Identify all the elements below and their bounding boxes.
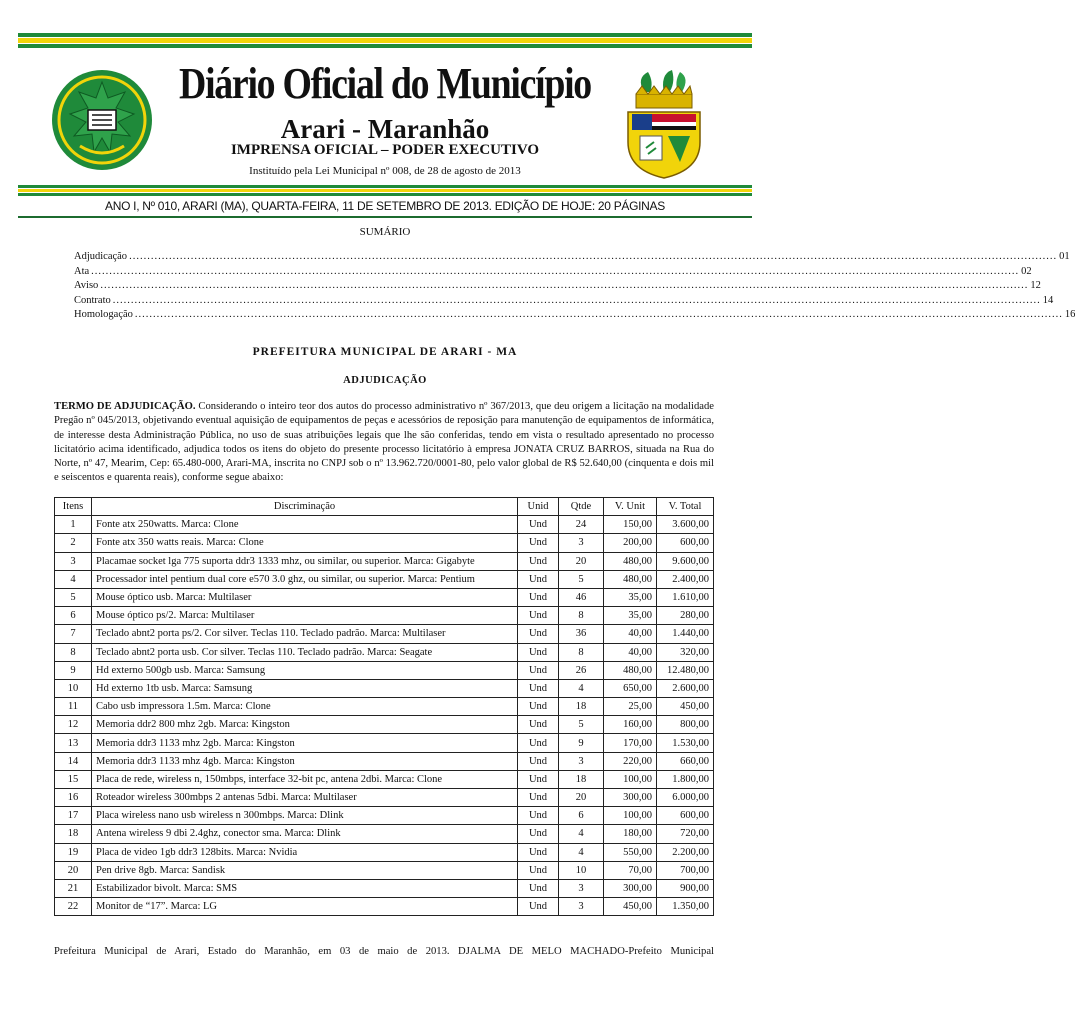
cell-v-unit: 650,00 <box>604 679 657 697</box>
cell-v-unit: 550,00 <box>604 843 657 861</box>
cell-qtde: 26 <box>559 661 604 679</box>
cell-discriminacao: Mouse óptico usb. Marca: Multilaser <box>92 588 518 606</box>
cell-qtde: 9 <box>559 734 604 752</box>
cell-v-total: 3.600,00 <box>657 516 714 534</box>
cell-item: 21 <box>55 879 92 897</box>
top-green-stripe-2 <box>18 44 752 48</box>
cell-v-unit: 150,00 <box>604 516 657 534</box>
cell-qtde: 18 <box>559 770 604 788</box>
cell-unid: Und <box>518 698 559 716</box>
table-row <box>55 552 714 570</box>
band-green-stripe-1 <box>18 185 752 188</box>
cell-item: 4 <box>55 570 92 588</box>
toc-page: 16 <box>1064 309 1075 320</box>
toc-page: 12 <box>1030 280 1041 291</box>
cell-unid: Und <box>518 734 559 752</box>
termo-body: Considerando o inteiro teor dos autos do processo administrativo nº 367/2013, que deu origem a licitação na modalidade Pregão nº 045/2013, objetivando eventual aquisição de equipamentos de peças e acessórios de reposição para manutenção de equipamentos de informática, de interesse desta Administração Pública, no uso de suas atribuições legais que lhe são conferidas, tendo em vista o resultado apresentado no processo licitatório acima identificado, adjudica todos os itens do objeto do presente processo licitatório à empresa JONATA CRUZ BARROS, situada na Rua do Norte, nº 47, Mearim, Cep: 65.480-000, Arari-MA, inscrita no CNPJ sob o nº 13.962.720/0001-80, pelo valor global de R$ 52.640,00 (cinquenta e dois mil e seiscentos e quarenta reais), conforme segue abaixo: <box>54 401 714 484</box>
cell-v-unit: 200,00 <box>604 534 657 552</box>
cell-discriminacao: Memoria ddr3 1133 mhz 2gb. Marca: Kingston <box>92 734 518 752</box>
cell-item: 19 <box>55 843 92 861</box>
cell-unid: Und <box>518 825 559 843</box>
toc-leader: ................................................................................................................................................................................................................................................................ <box>112 294 1041 306</box>
toc-item[interactable] <box>74 251 1070 266</box>
cell-unid: Und <box>518 552 559 570</box>
cell-v-unit: 35,00 <box>604 607 657 625</box>
cell-unid: Und <box>518 807 559 825</box>
items-table <box>54 497 714 916</box>
sumario-title: SUMÁRIO <box>359 226 411 238</box>
table-row <box>55 698 714 716</box>
band-yellow-stripe <box>18 189 752 192</box>
cell-discriminacao: Fonte atx 250watts. Marca: Clone <box>92 516 518 534</box>
cell-discriminacao: Mouse óptico ps/2. Marca: Multilaser <box>92 607 518 625</box>
toc-label: Contrato <box>74 294 111 306</box>
cell-item: 10 <box>55 679 92 697</box>
cell-v-total: 700,00 <box>657 861 714 879</box>
cell-v-total: 1.350,00 <box>657 898 714 916</box>
cell-item: 9 <box>55 661 92 679</box>
cell-discriminacao: Hd externo 1tb usb. Marca: Samsung <box>92 679 518 697</box>
cell-qtde: 18 <box>559 698 604 716</box>
cell-item: 22 <box>55 898 92 916</box>
imprensa-line: IMPRENSA OFICIAL – PODER EXECUTIVO <box>230 142 540 158</box>
table-row <box>55 734 714 752</box>
toc-label: Aviso <box>74 280 99 291</box>
cell-discriminacao: Hd externo 500gb usb. Marca: Samsung <box>92 661 518 679</box>
toc-leader: ................................................................................................................................................................................................................................................................ <box>134 309 1063 320</box>
table-row <box>55 661 714 679</box>
cell-qtde: 5 <box>559 570 604 588</box>
cell-v-total: 600,00 <box>657 807 714 825</box>
cell-qtde: 8 <box>559 607 604 625</box>
cell-qtde: 8 <box>559 643 604 661</box>
cell-qtde: 46 <box>559 588 604 606</box>
toc-page: 14 <box>1042 294 1054 306</box>
table-row <box>55 516 714 534</box>
cell-item: 8 <box>55 643 92 661</box>
cell-unid: Und <box>518 625 559 643</box>
cell-qtde: 3 <box>559 898 604 916</box>
header-qtde: Qtde <box>559 498 604 516</box>
cell-item: 17 <box>55 807 92 825</box>
table-row <box>55 898 714 916</box>
cell-v-unit: 300,00 <box>604 789 657 807</box>
table-of-contents <box>74 251 1075 324</box>
cell-v-total: 450,00 <box>657 698 714 716</box>
cell-v-unit: 220,00 <box>604 752 657 770</box>
cell-discriminacao: Teclado abnt2 porta usb. Cor silver. Teclas 110. Teclado padrão. Marca: Seagate <box>92 643 518 661</box>
cell-discriminacao: Fonte atx 350 watts reais. Marca: Clone <box>92 534 518 552</box>
toc-page: 02 <box>1021 265 1032 277</box>
cell-discriminacao: Memoria ddr2 800 mhz 2gb. Marca: Kingston <box>92 716 518 734</box>
cell-item: 20 <box>55 861 92 879</box>
cell-unid: Und <box>518 679 559 697</box>
cell-unid: Und <box>518 752 559 770</box>
section-title: PREFEITURA MUNICIPAL DE ARARI - MA <box>252 346 518 358</box>
cell-qtde: 10 <box>559 861 604 879</box>
table-body <box>55 516 714 916</box>
cell-unid: Und <box>518 898 559 916</box>
table-row <box>55 534 714 552</box>
toc-label: Adjudicação <box>74 251 128 262</box>
band-bottom-stripe <box>18 216 752 218</box>
cell-qtde: 3 <box>559 879 604 897</box>
cell-v-total: 800,00 <box>657 716 714 734</box>
table-row <box>55 752 714 770</box>
city-subtitle: Arari - Maranhão <box>280 114 490 144</box>
cell-v-total: 2.400,00 <box>657 570 714 588</box>
cell-item: 7 <box>55 625 92 643</box>
cell-item: 15 <box>55 770 92 788</box>
table-row <box>55 879 714 897</box>
edition-line: ANO I, Nº 010, ARARI (MA), QUARTA-FEIRA, 11 DE SETEMBRO DE 2013. EDIÇÃO DE HOJE: 20 PÁGINAS <box>105 199 665 213</box>
table-row <box>55 825 714 843</box>
cell-item: 13 <box>55 734 92 752</box>
cell-qtde: 20 <box>559 552 604 570</box>
cell-discriminacao: Roteador wireless 300mbps 2 antenas 5dbi. Marca: Multilaser <box>92 789 518 807</box>
header-v-total: V. Total <box>657 498 714 516</box>
termo-lead: TERMO DE ADJUDICAÇÃO. <box>54 401 196 412</box>
cell-item: 1 <box>55 516 92 534</box>
toc-label: Homologação <box>74 309 133 320</box>
cell-discriminacao: Antena wireless 9 dbi 2.4ghz, conector sma. Marca: Dlink <box>92 825 518 843</box>
termo-paragraph <box>54 400 714 486</box>
cell-v-unit: 100,00 <box>604 807 657 825</box>
toc-item[interactable] <box>74 309 1075 324</box>
table-row <box>55 607 714 625</box>
cell-qtde: 20 <box>559 789 604 807</box>
toc-label: Ata <box>74 265 90 277</box>
cell-discriminacao: Placa de rede, wireless n, 150mbps, interface 32-bit pc, antena 2dbi. Marca: Clone <box>92 770 518 788</box>
toc-leader: ................................................................................................................................................................................................................................................................ <box>129 251 1058 262</box>
cell-v-total: 720,00 <box>657 825 714 843</box>
cell-unid: Und <box>518 861 559 879</box>
cell-qtde: 36 <box>559 625 604 643</box>
cell-v-total: 1.800,00 <box>657 770 714 788</box>
header-v-unit: V. Unit <box>604 498 657 516</box>
cell-unid: Und <box>518 716 559 734</box>
cell-unid: Und <box>518 661 559 679</box>
cell-item: 5 <box>55 588 92 606</box>
cell-discriminacao: Placa de video 1gb ddr3 128bits. Marca: Nvidia <box>92 843 518 861</box>
cell-unid: Und <box>518 643 559 661</box>
toc-item[interactable] <box>74 294 1054 310</box>
table-row <box>55 625 714 643</box>
cell-v-total: 660,00 <box>657 752 714 770</box>
cell-qtde: 24 <box>559 516 604 534</box>
cell-unid: Und <box>518 588 559 606</box>
instituted-line: Instituído pela Lei Municipal nº 008, de 28 de agosto de 2013 <box>249 165 521 177</box>
cell-item: 18 <box>55 825 92 843</box>
cell-qtde: 4 <box>559 843 604 861</box>
cell-v-total: 9.600,00 <box>657 552 714 570</box>
cell-unid: Und <box>518 607 559 625</box>
cell-item: 11 <box>55 698 92 716</box>
cell-unid: Und <box>518 843 559 861</box>
header-discriminacao: Discriminação <box>92 498 518 516</box>
cell-v-unit: 480,00 <box>604 552 657 570</box>
toc-item[interactable] <box>74 280 1041 295</box>
table-row <box>55 588 714 606</box>
cell-discriminacao: Memoria ddr3 1133 mhz 4gb. Marca: Kingston <box>92 752 518 770</box>
cell-v-unit: 160,00 <box>604 716 657 734</box>
cell-item: 2 <box>55 534 92 552</box>
cell-v-total: 280,00 <box>657 607 714 625</box>
cell-qtde: 4 <box>559 825 604 843</box>
top-yellow-stripe <box>18 38 752 43</box>
cell-v-unit: 480,00 <box>604 661 657 679</box>
cell-v-total: 900,00 <box>657 879 714 897</box>
table-row <box>55 716 714 734</box>
cell-unid: Und <box>518 770 559 788</box>
cell-unid: Und <box>518 534 559 552</box>
cell-v-unit: 170,00 <box>604 734 657 752</box>
cell-v-total: 2.200,00 <box>657 843 714 861</box>
cell-v-unit: 180,00 <box>604 825 657 843</box>
cell-v-total: 1.440,00 <box>657 625 714 643</box>
header-unid: Unid <box>518 498 559 516</box>
table-row <box>55 807 714 825</box>
table-row <box>55 843 714 861</box>
toc-page: 01 <box>1059 251 1070 262</box>
cell-v-unit: 70,00 <box>604 861 657 879</box>
cell-unid: Und <box>518 789 559 807</box>
cell-qtde: 3 <box>559 534 604 552</box>
table-row <box>55 643 714 661</box>
cell-item: 3 <box>55 552 92 570</box>
toc-leader: ................................................................................................................................................................................................................................................................ <box>100 280 1029 291</box>
cell-qtde: 5 <box>559 716 604 734</box>
cell-item: 14 <box>55 752 92 770</box>
cell-discriminacao: Placamae socket lga 775 suporta ddr3 1333 mhz, ou similar, ou superior. Marca: Gigabyte <box>92 552 518 570</box>
table-header-row <box>55 498 714 516</box>
band-green-stripe-2 <box>18 193 752 196</box>
cell-v-unit: 25,00 <box>604 698 657 716</box>
cell-v-total: 600,00 <box>657 534 714 552</box>
table-row <box>55 789 714 807</box>
cell-v-total: 12.480,00 <box>657 661 714 679</box>
cell-v-unit: 40,00 <box>604 625 657 643</box>
header-itens: Itens <box>55 498 92 516</box>
toc-item[interactable] <box>74 265 1032 281</box>
cell-v-unit: 100,00 <box>604 770 657 788</box>
cell-discriminacao: Processador intel pentium dual core e570 3.0 ghz, ou similar, ou superior. Marca: Pentium <box>92 570 518 588</box>
table-row <box>55 861 714 879</box>
cell-discriminacao: Monitor de “17”. Marca: LG <box>92 898 518 916</box>
cell-unid: Und <box>518 879 559 897</box>
cell-discriminacao: Teclado abnt2 porta ps/2. Cor silver. Teclas 110. Teclado padrão. Marca: Multilaser <box>92 625 518 643</box>
cell-v-total: 320,00 <box>657 643 714 661</box>
cell-unid: Und <box>518 516 559 534</box>
cell-v-unit: 450,00 <box>604 898 657 916</box>
cell-v-unit: 480,00 <box>604 570 657 588</box>
signature-footer: Prefeitura Municipal de Arari, Estado do Maranhão, em 03 de maio de 2013. DJALMA DE MELO MACHADO-Prefeito Municipal <box>54 946 714 957</box>
cell-qtde: 3 <box>559 752 604 770</box>
cell-v-total: 6.000,00 <box>657 789 714 807</box>
cell-qtde: 6 <box>559 807 604 825</box>
cell-v-unit: 35,00 <box>604 588 657 606</box>
table-row <box>55 770 714 788</box>
cell-discriminacao: Cabo usb impressora 1.5m. Marca: Clone <box>92 698 518 716</box>
cell-discriminacao: Placa wireless nano usb wireless n 300mbps. Marca: Dlink <box>92 807 518 825</box>
cell-v-unit: 40,00 <box>604 643 657 661</box>
cell-v-total: 1.610,00 <box>657 588 714 606</box>
table-row <box>55 679 714 697</box>
cell-unid: Und <box>518 570 559 588</box>
toc-leader: ................................................................................................................................................................................................................................................................ <box>91 265 1020 277</box>
cell-v-total: 2.600,00 <box>657 679 714 697</box>
top-green-stripe <box>18 33 752 37</box>
cell-qtde: 4 <box>559 679 604 697</box>
cell-item: 12 <box>55 716 92 734</box>
cell-discriminacao: Pen drive 8gb. Marca: Sandisk <box>92 861 518 879</box>
cell-v-unit: 300,00 <box>604 879 657 897</box>
cell-item: 16 <box>55 789 92 807</box>
table-row <box>55 570 714 588</box>
adjudicacao-title: ADJUDICAÇÃO <box>343 375 427 386</box>
cell-item: 6 <box>55 607 92 625</box>
cell-v-total: 1.530,00 <box>657 734 714 752</box>
newspaper-title: Diário Oficial do Município <box>179 59 591 108</box>
cell-discriminacao: Estabilizador bivolt. Marca: SMS <box>92 879 518 897</box>
